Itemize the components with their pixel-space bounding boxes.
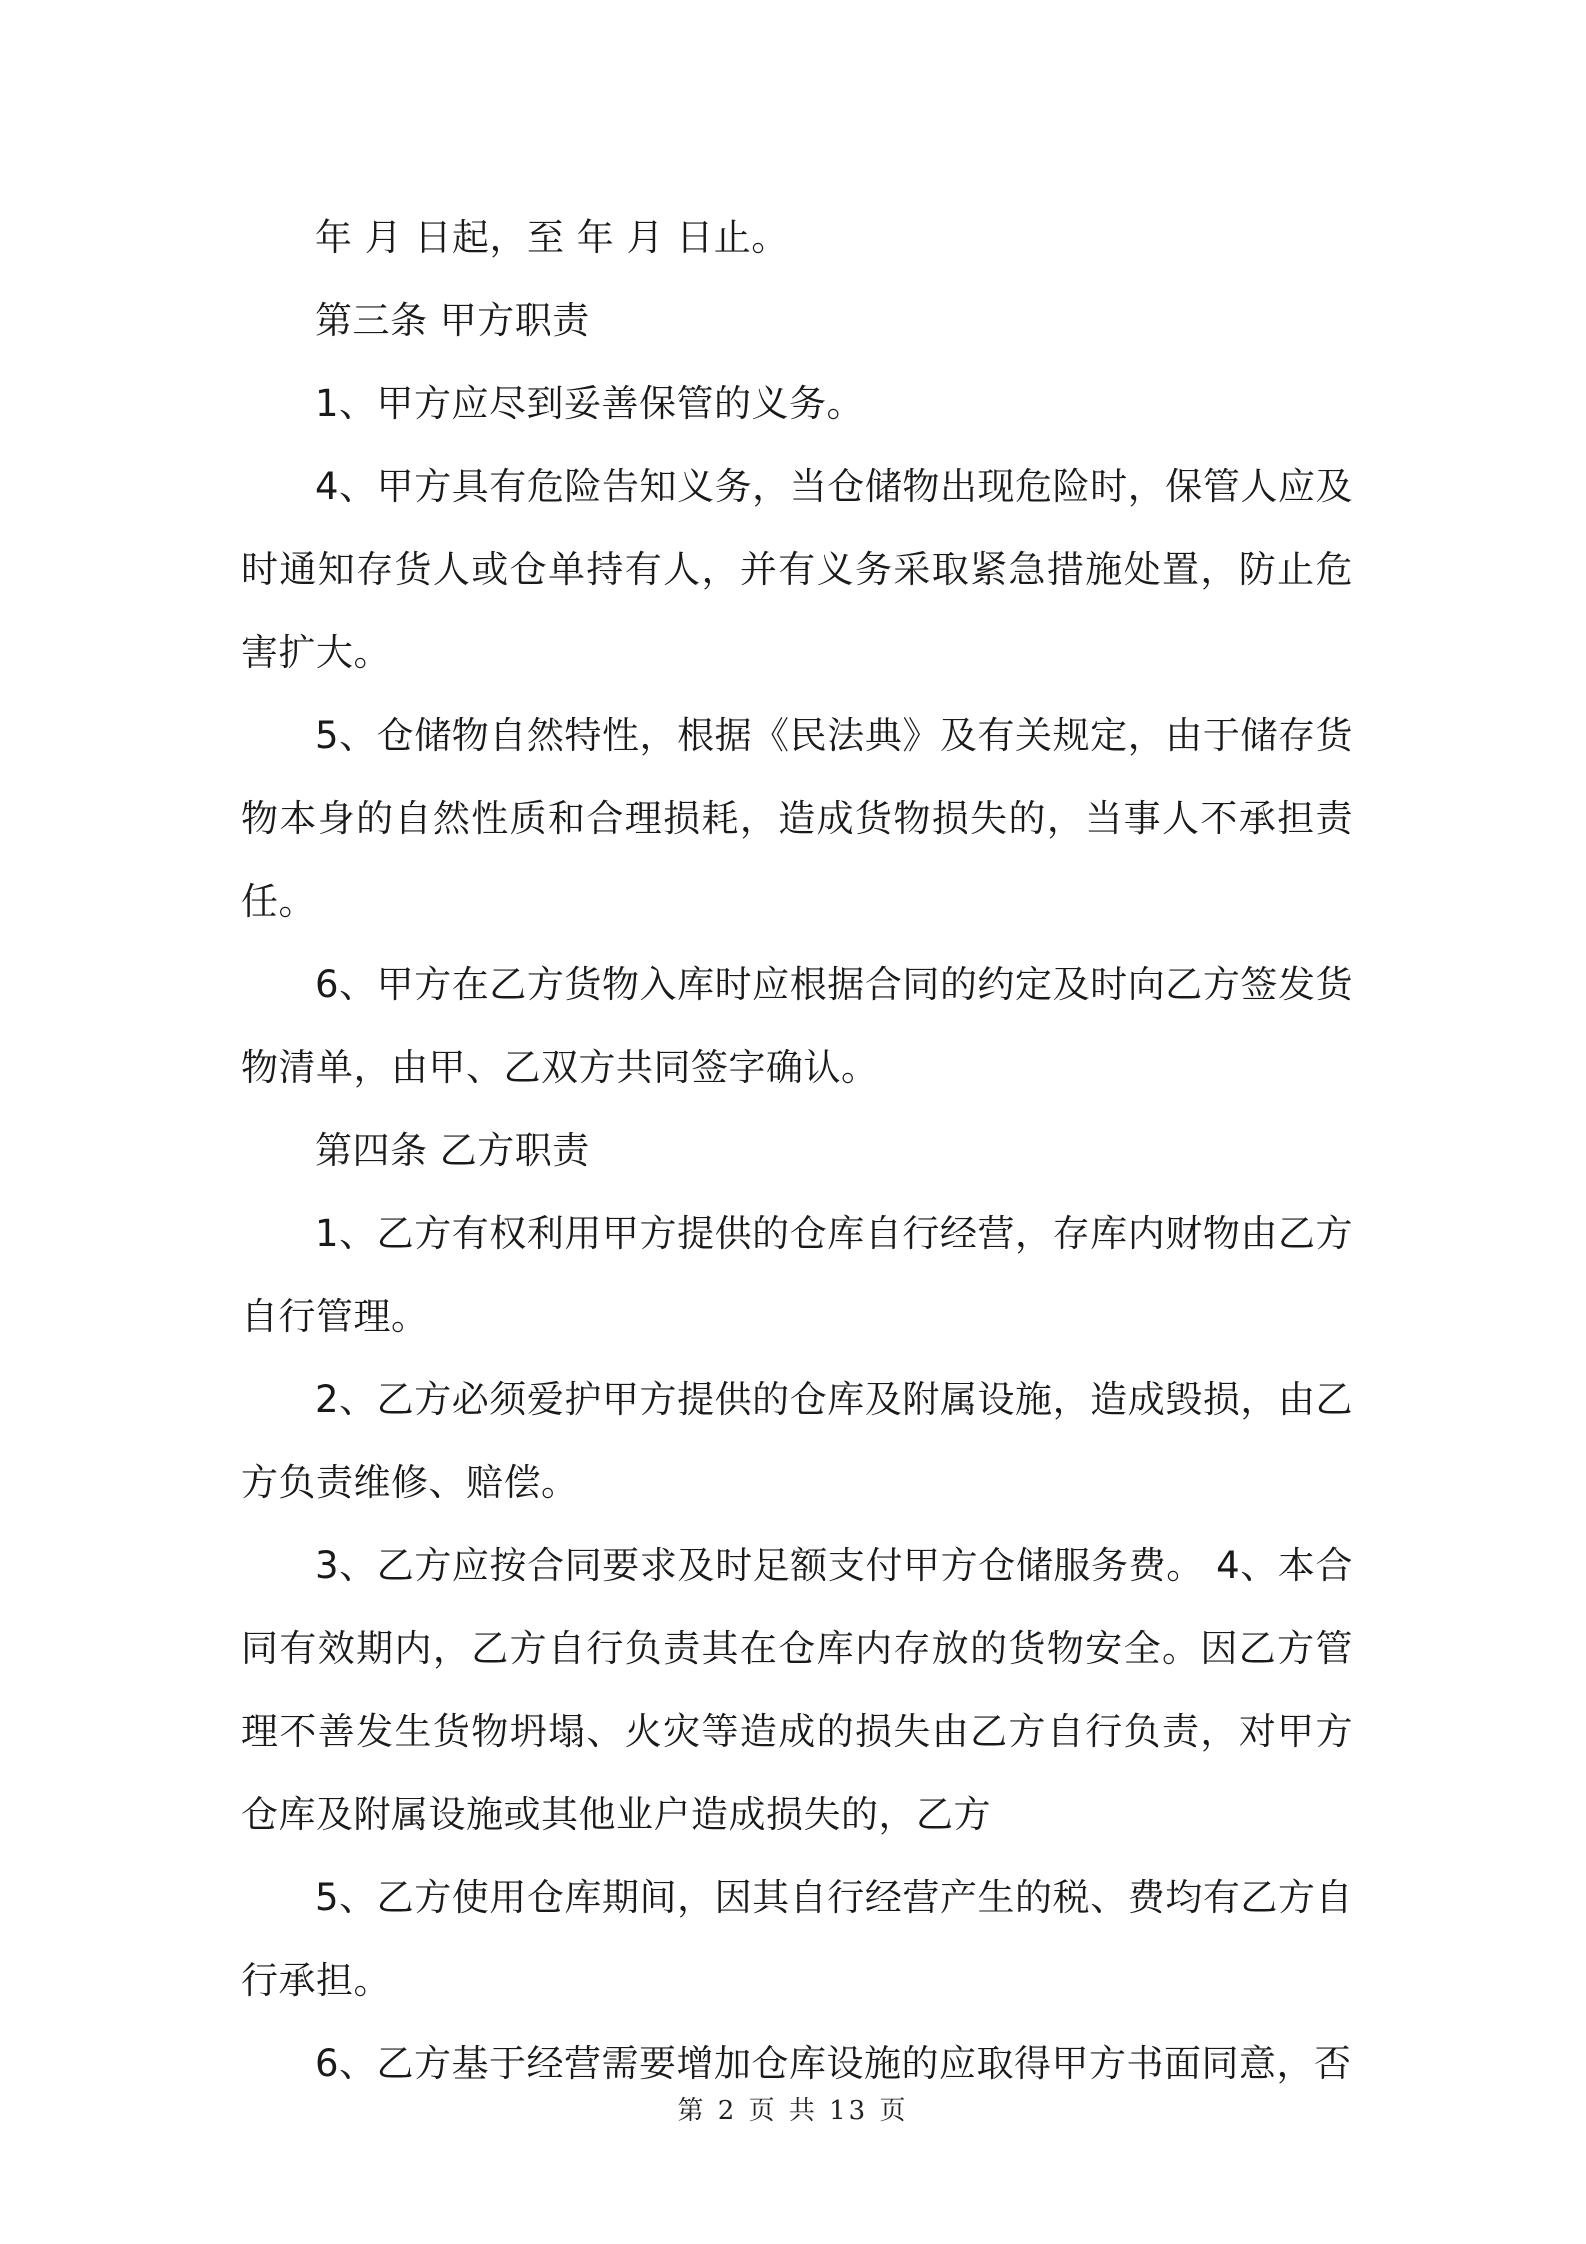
paragraph-date-range: 年 月 日起，至 年 月 日止。 [315, 216, 789, 259]
document-body [241, 196, 1353, 2105]
paragraph-party-b-1: 1、乙方有权利用甲方提供的仓库自行经营，存库内财物由乙方自行管理。 [241, 1212, 1353, 1338]
page-number: 第 2 页 共 13 页 [677, 2096, 909, 2126]
paragraph-party-a-5: 5、仓储物自然特性，根据《民法典》及有关规定，由于储存货物本身的自然性质和合理损耗，造成货物损失的，当事人不承担责任。 [241, 714, 1353, 923]
paragraph-party-b-6: 6、乙方基于经营需要增加仓库设施的应取得甲方书面同意，否 [315, 2042, 1352, 2085]
heading-article-4: 第四条 乙方职责 [315, 1129, 590, 1172]
paragraph-party-a-4: 4、甲方具有危险告知义务，当仓储物出现危险时，保管人应及时通知存货人或仓单持有人，并有义务采取紧急措施处置，防止危害扩大。 [241, 465, 1353, 674]
paragraph-party-a-1: 1、甲方应尽到妥善保管的义务。 [315, 382, 865, 425]
paragraph-party-b-2: 2、乙方必须爱护甲方提供的仓库及附属设施，造成毁损，由乙方负责维修、赔偿。 [241, 1378, 1353, 1504]
paragraph-party-b-5: 5、乙方使用仓库期间，因其自行经营产生的税、费均有乙方自行承担。 [241, 1876, 1353, 2002]
paragraph-party-b-3-4: 3、乙方应按合同要求及时足额支付甲方仓储服务费。 4、本合同有效期内，乙方自行负责其在仓库内存放的货物安全。因乙方管理不善发生货物坍塌、火灾等造成的损失由乙方自行负责，对甲方仓库及附属设施或其他业户造成损失的，乙方 [241, 1544, 1353, 1836]
paragraph-party-a-6: 6、甲方在乙方货物入库时应根据合同的约定及时向乙方签发货物清单，由甲、乙双方共同签字确认。 [241, 963, 1353, 1089]
heading-article-3: 第三条 甲方职责 [315, 299, 590, 342]
